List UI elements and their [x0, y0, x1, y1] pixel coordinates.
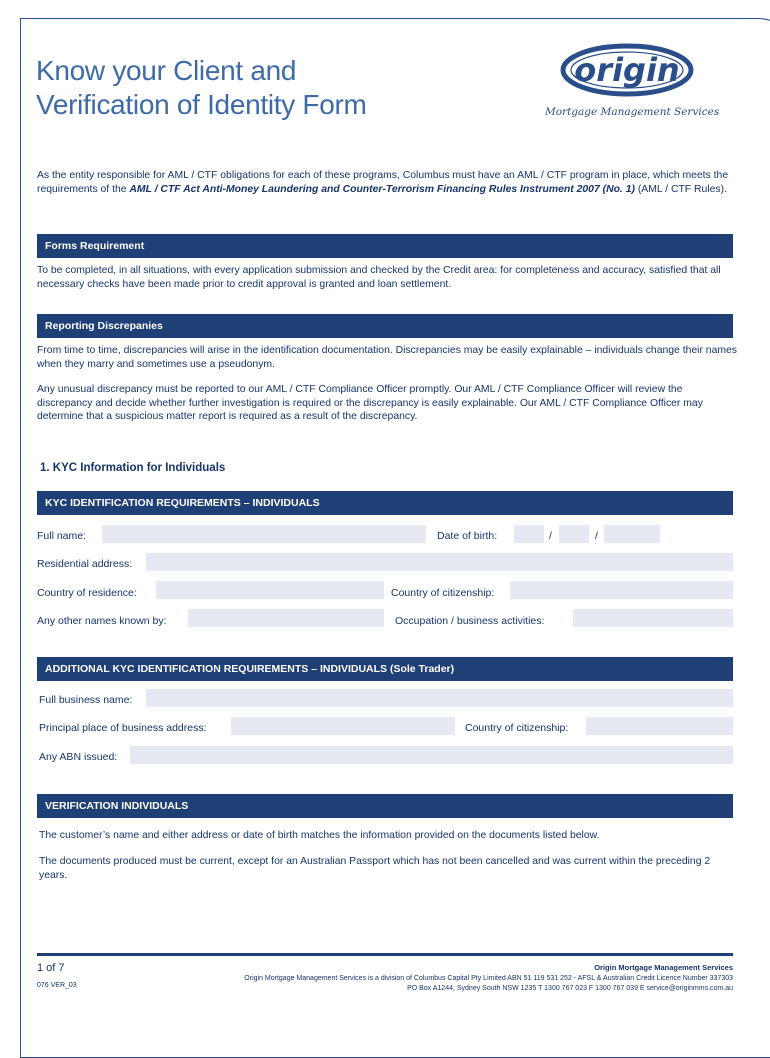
principal-place-field[interactable]	[231, 717, 455, 735]
verification-header: VERIFICATION INDIVIDUALS	[37, 794, 733, 818]
footer-legal-line: Origin Mortgage Management Services is a division of Columbus Capital Pty Limited ABN 51 119 531 252 - AFSL & Australian Credit Licence Number 337303	[244, 975, 733, 982]
title-line-2: Verification of Identity Form	[36, 89, 367, 120]
verification-text-2: The documents produced must be current, except for an Australian Passport which has not been cancelled and was current within the preceding 2 years.	[39, 856, 711, 881]
business-name-field[interactable]	[146, 689, 733, 707]
footer-divider	[37, 953, 733, 956]
full-name-field[interactable]	[102, 525, 426, 543]
other-names-label: Any other names known by:	[37, 615, 167, 627]
principal-place-label: Principal place of business address:	[39, 722, 207, 734]
footer-contact-line: PO Box A1244, Sydney South NSW 1235 T 1300 767 023 F 1300 767 039 E service@originmms.com.au	[407, 985, 733, 992]
forms-requirement-text: To be completed, in all situations, with every application submission and checked by the Credit area: for completeness and accuracy, satisfied that all necessary checks have been made prior to credit approval is granted and loan settlement.	[37, 265, 721, 290]
logo-word: origin	[574, 51, 680, 89]
residential-address-field[interactable]	[146, 553, 733, 571]
dob-month-field[interactable]	[559, 525, 589, 543]
other-names-field[interactable]	[188, 609, 384, 627]
occupation-field[interactable]	[573, 609, 733, 627]
residential-address-label: Residential address:	[37, 558, 133, 570]
country-of-residence-label: Country of residence:	[37, 587, 137, 599]
intro-text-end: (AML / CTF Rules).	[634, 184, 727, 195]
kyc-requirements-header: KYC IDENTIFICATION REQUIREMENTS – INDIVIDUALS	[37, 491, 733, 515]
page-number: 1 of 7	[37, 962, 65, 974]
sole-trader-citizenship-field[interactable]	[586, 717, 733, 735]
logo-tagline: Mortgage Management Services	[545, 106, 720, 118]
intro-paragraph	[37, 169, 737, 197]
additional-kyc-header: ADDITIONAL KYC IDENTIFICATION REQUIREMENTS – INDIVIDUALS (Sole Trader)	[37, 657, 733, 681]
country-of-residence-field[interactable]	[156, 581, 384, 599]
sole-trader-citizenship-label: Country of citizenship:	[465, 722, 569, 734]
footer-company-name: Origin Mortgage Management Services	[594, 963, 733, 972]
reporting-text-1: From time to time, discrepancies will arise in the identification documentation. Discrepancies may be easily explainable – individuals change their names when they marry and sometimes use a pseudonym.	[37, 345, 737, 370]
dob-separator-1: /	[549, 530, 552, 542]
reporting-discrepancies-header: Reporting Discrepanies	[37, 314, 733, 338]
abn-label: Any ABN issued:	[39, 751, 118, 763]
full-name-label: Full name:	[37, 530, 87, 542]
reporting-text-2: Any unusual discrepancy must be reported to our AML / CTF Compliance Officer promptly. Our AML / CTF Compliance Officer will review the discrepancy and decide whether further investigation is required or the discrepancy is easily explainable. Our AML / CTF Compliance Officer may determine that a suspicious matter report is required as a result of the discrepancy.	[37, 384, 703, 422]
verification-text-1: The customer’s name and either address or date of birth matches the information provided on the documents listed below.	[39, 830, 600, 841]
dob-year-field[interactable]	[604, 525, 660, 543]
dob-day-field[interactable]	[514, 525, 544, 543]
title-line-1: Know your Client and	[36, 55, 297, 86]
kyc-section-title: 1. KYC Information for Individuals	[40, 462, 226, 474]
date-of-birth-label: Date of birth:	[437, 530, 498, 542]
forms-requirement-header: Forms Requirement	[37, 234, 733, 258]
intro-text-start: As the entity responsible for AML / CTF obligations for each of these programs, Columbus must have an AML / CTF program in place, which meets the requirements of the	[37, 170, 729, 195]
abn-field[interactable]	[130, 746, 733, 764]
intro-act-title: AML / CTF Act Anti-Money Laundering and Counter-Terrorism Financing Rules Instrument 2007 (No. 1)	[129, 184, 635, 195]
occupation-label: Occupation / business activities:	[395, 615, 545, 627]
country-of-citizenship-field[interactable]	[510, 581, 733, 599]
dob-separator-2: /	[595, 530, 598, 542]
page-title	[36, 54, 367, 122]
country-of-citizenship-label: Country of citizenship:	[391, 587, 495, 599]
form-version: 076 VER_03	[37, 982, 77, 989]
business-name-label: Full business name:	[39, 694, 133, 706]
